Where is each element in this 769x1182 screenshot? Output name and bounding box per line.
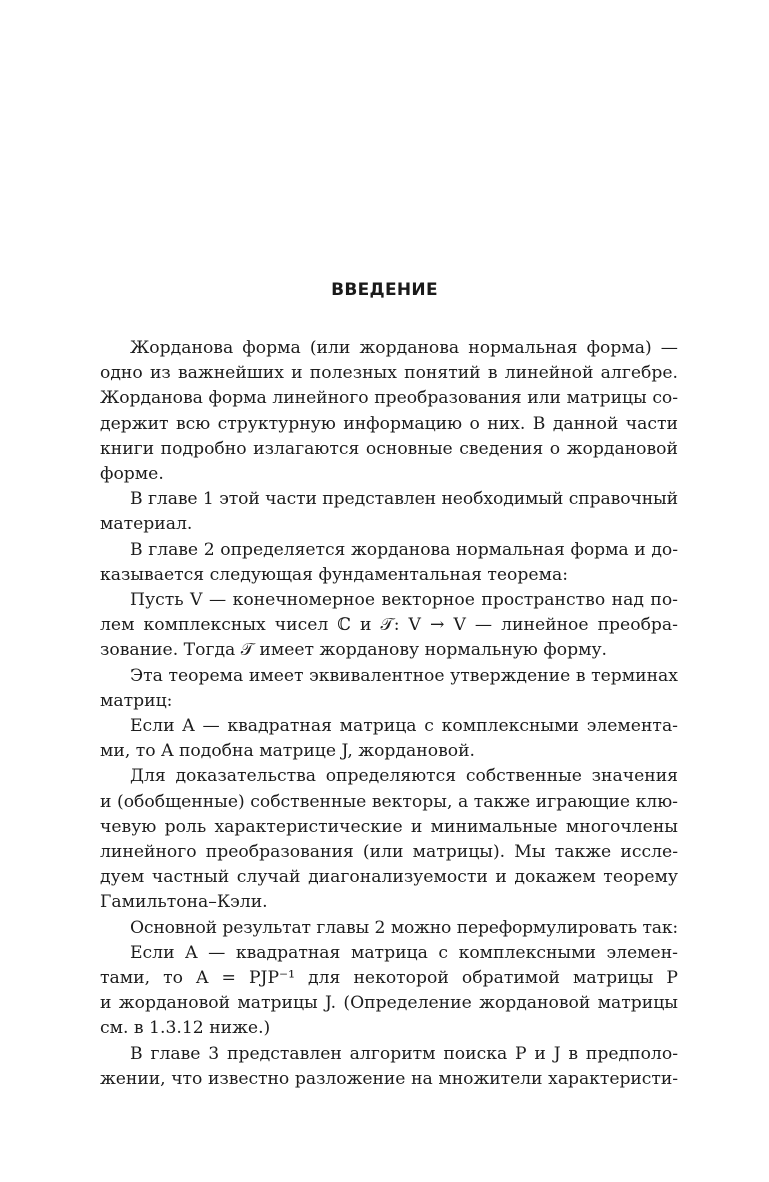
text-line: Жорданова форма (или жорданова нормальная форма) —	[130, 338, 678, 358]
section-heading: ВВЕДЕНИЕ	[331, 280, 438, 300]
text-line: Гамильтона–Кэли.	[100, 892, 268, 913]
paragraph	[100, 664, 678, 714]
theorem-paragraph	[100, 588, 678, 664]
text-line: В главе 1 этой части представлен необходимый справочный	[130, 489, 678, 510]
paragraph	[100, 764, 678, 915]
text-line: линейного преобразования (или матрицы). Мы также иссле-	[100, 842, 678, 863]
text-line: Пусть V — конечномерное векторное пространство над по-	[130, 590, 678, 611]
text-line: форме.	[100, 464, 164, 485]
text-line: Если A — квадратная матрица с комплексными элемен-	[130, 942, 678, 963]
text-line: жении, что известно разложение на множители характеристи-	[100, 1068, 678, 1089]
text-line: и (обобщенные) собственные векторы, а также играющие клю-	[100, 791, 678, 812]
text-line: зование. Тогда 𝒯 имеет жорданову нормальную форму.	[100, 640, 608, 661]
text-line: Для доказательства определяются собственные значения	[130, 766, 678, 787]
paragraph	[100, 487, 678, 537]
text-line: Если A — квадратная матрица с комплексными элемента-	[130, 716, 678, 737]
text-line: см. в 1.3.12 ниже.)	[100, 1018, 271, 1039]
text-line: ми, то A подобна матрице J, жордановой.	[100, 741, 476, 762]
text-line: матриц:	[100, 690, 173, 711]
text-line: казывается следующая фундаментальная теорема:	[100, 564, 568, 585]
text-line: В главе 2 определяется жорданова нормальная форма и до-	[130, 539, 678, 560]
text-line: тами, то A = PJP⁻¹ для некоторой обратимой матрицы P	[100, 968, 678, 989]
paragraph	[100, 336, 678, 487]
paragraph	[100, 538, 678, 588]
text-line: Эта теорема имеет эквивалентное утверждение в терминах	[130, 665, 678, 686]
text-line: дуем частный случай диагонализуемости и докажем теорему	[100, 867, 678, 888]
paragraph	[100, 916, 678, 941]
text-line: и жордановой матрицы J. (Определение жордановой матрицы	[100, 993, 678, 1014]
text-line: материал.	[100, 514, 193, 535]
text-line: одно из важнейших и полезных понятий в линейной алгебре.	[100, 363, 678, 384]
text-line: В главе 3 представлен алгоритм поиска P и J в предполо-	[130, 1043, 678, 1064]
body-text	[100, 336, 678, 1092]
paragraph	[100, 1042, 678, 1092]
text-line: держит всю структурную информацию о них. В данной части	[100, 413, 678, 434]
text-line: Жорданова форма линейного преобразования или матрицы со-	[100, 388, 678, 409]
theorem-paragraph	[100, 714, 678, 764]
text-line: Основной результат главы 2 можно переформулировать так:	[130, 917, 678, 938]
text-line: чевую роль характеристические и минимальные многочлены	[100, 816, 678, 837]
text-line: лем комплексных чисел ℂ и 𝒯: V → V — линейное преобра-	[100, 615, 678, 636]
text-line: книги подробно излагаются основные сведения о жордановой	[100, 438, 678, 459]
theorem-paragraph	[100, 941, 678, 1042]
